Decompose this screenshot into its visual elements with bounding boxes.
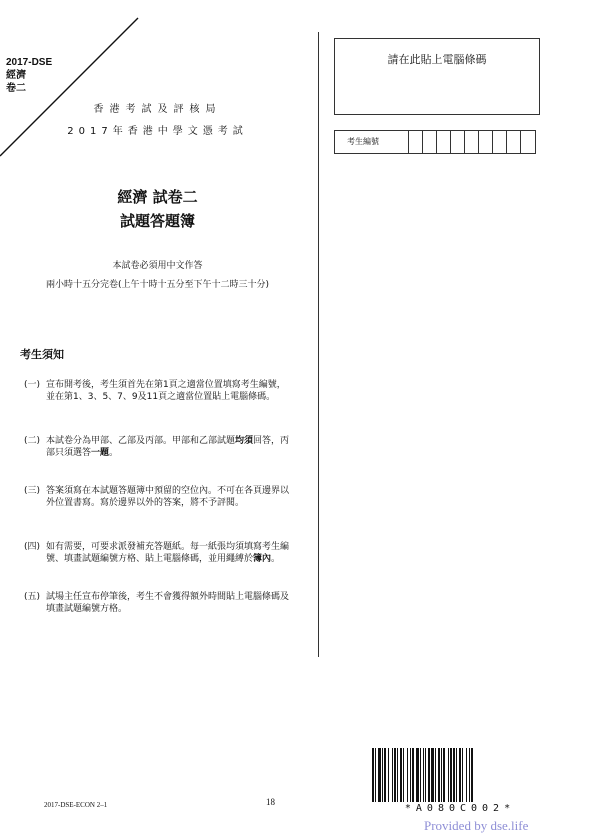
- barcode-bar: [375, 748, 376, 802]
- barcode-bar: [431, 748, 434, 802]
- barcode-bar: [443, 748, 445, 802]
- paper-subject: 經濟: [6, 70, 26, 81]
- note-text: 如有需要，可要求派發補充答題紙。每一紙張均須填寫考生編號、填畫試題編號方格、貼上電腦條碼，並用繩縛於簿內。: [46, 542, 290, 564]
- candidate-number-cell[interactable]: [507, 131, 521, 153]
- barcode-bar: [441, 748, 442, 802]
- note-emphasis: 均須: [235, 436, 254, 446]
- note-emphasis: 一題: [91, 448, 110, 458]
- duration-instruction: 兩小時十五分完卷(上午十時十五分至下午十二時三十分): [45, 280, 270, 290]
- barcode-bar: [456, 748, 457, 802]
- note-item: [24, 379, 294, 403]
- barcode-bar: [412, 748, 414, 802]
- barcode-bar: [372, 748, 374, 802]
- paper-year-code: 2017-DSE: [6, 57, 53, 68]
- note-item: [24, 591, 294, 615]
- note-number: (二): [24, 436, 41, 446]
- barcode-bar: [384, 748, 386, 802]
- candidate-number-cell[interactable]: [479, 131, 493, 153]
- barcode-bar: [407, 748, 408, 802]
- barcode-bar: [400, 748, 402, 802]
- paper-number: 卷二: [6, 83, 26, 94]
- barcode-bar: [448, 748, 449, 802]
- barcode-bar: [438, 748, 440, 802]
- barcode-bar: [403, 748, 404, 802]
- note-emphasis: 簿內: [253, 554, 272, 564]
- barcode-bar: [471, 748, 473, 802]
- barcode-bar: [453, 748, 455, 802]
- barcode-bar: [394, 748, 396, 802]
- barcode-bar: [416, 748, 419, 802]
- candidate-number-cell[interactable]: [437, 131, 451, 153]
- barcode-image: [372, 748, 548, 802]
- margin-line: [318, 32, 319, 657]
- candidate-number-cell[interactable]: [521, 131, 535, 153]
- language-instruction: 本試卷必須用中文作答: [112, 261, 203, 271]
- barcode-bar: [410, 748, 411, 802]
- barcode-sticker-box: [334, 38, 540, 115]
- footer-code: 2017-DSE-ECON 2–1: [44, 801, 108, 809]
- barcode-sticker-label: 請在此貼上電腦條碼: [387, 53, 487, 66]
- barcode-bar: [397, 748, 398, 802]
- note-number: (一): [24, 380, 41, 390]
- barcode-bar: [435, 748, 436, 802]
- note-text: 宣布開考後，考生須首先在第1頁之適當位置填寫考生編號，並在第1、3、5、7、9及11頁之適當位置貼上電腦條碼。: [46, 380, 286, 402]
- barcode-bar: [382, 748, 383, 802]
- note-item: [24, 435, 294, 459]
- authority-name: 香港考試及評核局: [93, 104, 222, 115]
- candidate-number-cell[interactable]: [409, 131, 423, 153]
- barcode-bar: [466, 748, 467, 802]
- note-text: 答案須寫在本試題答題簿中預留的空位內。不可在各頁邊界以外位置書寫。寫於邊界以外的答案，將不予評閱。: [46, 486, 290, 508]
- candidate-number-cell[interactable]: [451, 131, 465, 153]
- barcode-bar: [425, 748, 426, 802]
- candidate-number-label: 考生編號: [335, 131, 409, 153]
- barcode-bar: [459, 748, 461, 802]
- page-number: 18: [266, 797, 275, 807]
- candidate-number-field[interactable]: [334, 130, 536, 154]
- barcode-bar: [469, 748, 470, 802]
- note-item: [24, 541, 294, 565]
- note-number: (五): [24, 592, 41, 602]
- barcode-bar: [428, 748, 430, 802]
- watermark: Provided by dse.life: [424, 818, 529, 833]
- note-text: 本試卷分為甲部、乙部及丙部。甲部和乙部試題均須回答，丙部只須選答一題。: [46, 436, 290, 458]
- note-number: (三): [24, 486, 41, 496]
- note-item: [24, 485, 294, 509]
- notes-title: 考生須知: [20, 348, 64, 361]
- candidate-number-cell[interactable]: [493, 131, 507, 153]
- barcode-bar: [420, 748, 421, 802]
- barcode-bar: [450, 748, 452, 802]
- subject-title: 經濟 試卷二: [117, 188, 198, 206]
- exam-name: 2017年香港中學文憑考試: [67, 126, 248, 137]
- note-number: (四): [24, 542, 41, 552]
- barcode-text: *A080C002*: [404, 803, 516, 814]
- barcode-bar: [378, 748, 381, 802]
- barcode-bar: [392, 748, 393, 802]
- barcode-bar: [423, 748, 424, 802]
- candidate-number-cell[interactable]: [465, 131, 479, 153]
- candidate-number-cell[interactable]: [423, 131, 437, 153]
- note-text: 試場主任宣布停筆後，考生不會獲得額外時間貼上電腦條碼及填畫試題編號方格。: [46, 592, 290, 614]
- barcode-bar: [462, 748, 463, 802]
- book-title: 試題答題簿: [119, 212, 195, 230]
- barcode-bar: [388, 748, 389, 802]
